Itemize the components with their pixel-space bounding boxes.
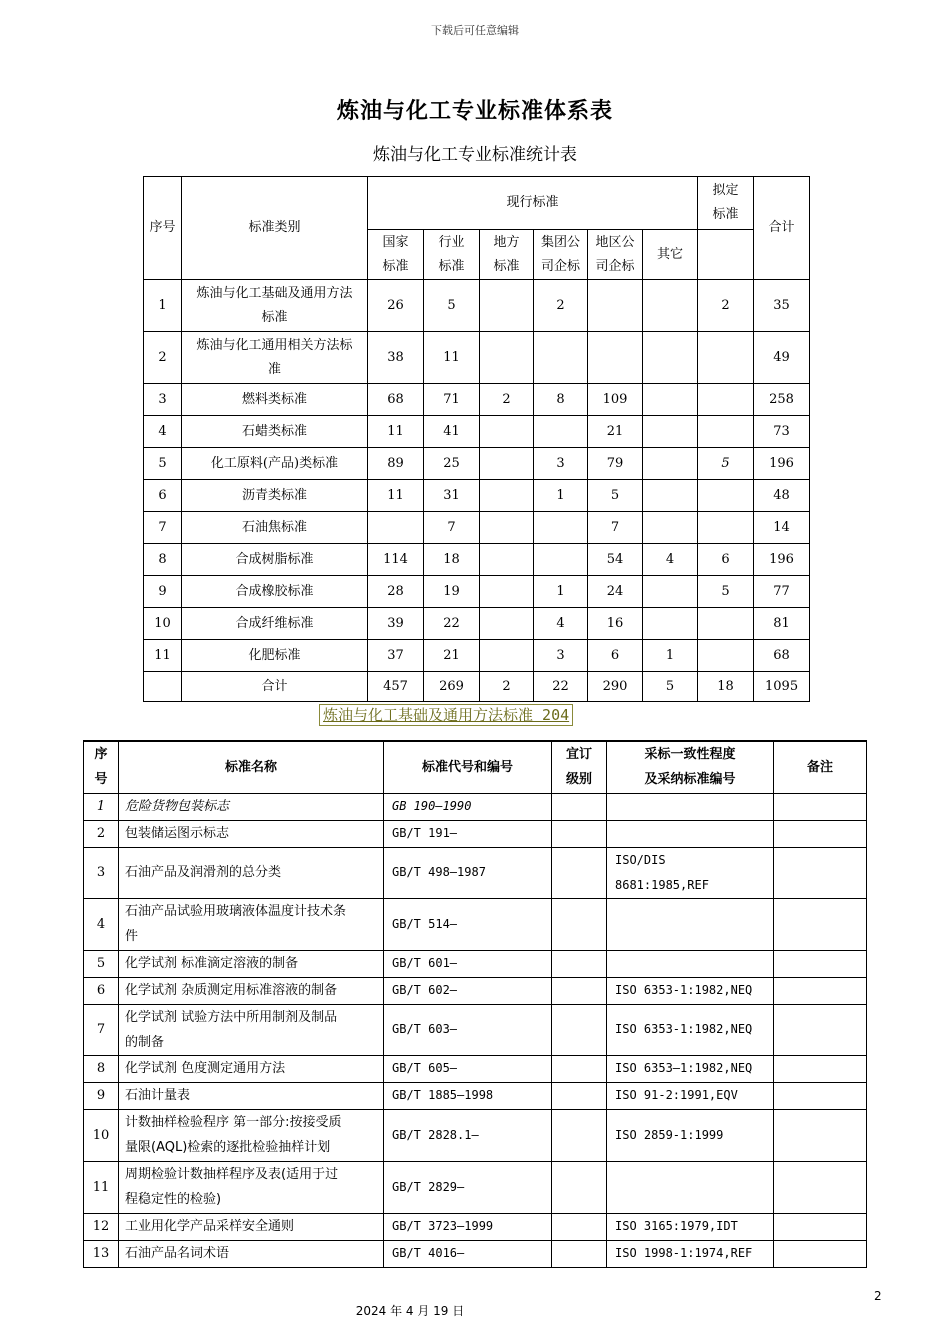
header-national: 国家 标准 [368,230,424,280]
header-category: 标准类别 [182,177,368,280]
table-row: 5 化工原料(产品)类标准 89 25 3 79 5 196 [144,448,810,480]
table-row: 13 石油产品名词术语 GB/T 4016— ISO 1998-1:1974,REF [84,1240,867,1267]
header-note: 下载后可任意编辑 [431,24,519,37]
table-row: 11 化肥标准 37 21 3 6 1 68 [144,640,810,672]
header-local: 地方 标准 [480,230,534,280]
header-proposed: 拟定 标准 [698,177,754,230]
table-row: 9 合成橡胶标准 28 19 1 24 5 77 [144,576,810,608]
header-group-company: 集团公 司企标 [534,230,588,280]
statistics-table [143,176,810,702]
table-row: 1 炼油与化工基础及通用方法 标准 26 5 2 2 35 [144,280,810,332]
header-other: 其它 [643,230,698,280]
table-row: 10 计数抽样检验程序 第一部分:按接受质 量限(AQL)检索的逐批检验抽样计划 GB/T 2828.1— ISO 2859-1:1999 [84,1109,867,1161]
standards-list-table [83,740,867,1268]
header-industry: 行业 标准 [424,230,480,280]
table-row: 6 沥青类标准 11 31 1 5 48 [144,480,810,512]
table-row: 4 石油产品试验用玻璃液体温度计技术条 件 GB/T 514— [84,898,867,950]
header-adoption: 采标一致性程度 及采纳标准编号 [607,741,774,793]
header-level: 宜订 级别 [552,741,607,793]
table-total-row: 合计 457 269 2 22 290 5 18 1095 [144,672,810,702]
table-row: 2 包装储运图示标志 GB/T 191— [84,820,867,847]
table-row: 6 化学试剂 杂质测定用标准溶液的制备 GB/T 602— ISO 6353-1:1982,NEQ [84,977,867,1004]
table-row: 1 危险货物包装标志 GB 190—1990 [84,793,867,820]
header-no: 序号 [144,177,182,280]
header-remark: 备注 [774,741,867,793]
page-number: 2 [874,1289,882,1303]
table-row: 7 化学试剂 试验方法中所用制剂及制品 的制备 GB/T 603— ISO 6353-1:1982,NEQ [84,1004,867,1055]
header-total: 合计 [754,177,810,280]
table-row: 8 合成树脂标准 114 18 54 4 6 196 [144,544,810,576]
table-row: 11 周期检验计数抽样程序及表(适用于过 程稳定性的检验) GB/T 2829— [84,1161,867,1213]
header-code: 标准代号和编号 [384,741,552,793]
table-row: 5 化学试剂 标准滴定溶液的制备 GB/T 601— [84,950,867,977]
header-name: 标准名称 [119,741,384,793]
table-row: 4 石蜡类标准 11 41 21 73 [144,416,810,448]
table-row: 3 燃料类标准 68 71 2 8 109 258 [144,384,810,416]
table-row: 7 石油焦标准 7 7 14 [144,512,810,544]
footer-date: 2024 年 4 月 19 日 [355,1304,465,1318]
table-row: 9 石油计量表 GB/T 1885—1998 ISO 91-2:1991,EQV [84,1082,867,1109]
table-row: 3 石油产品及润滑剂的总分类 GB/T 498—1987 ISO/DIS 8681:1985,REF [84,847,867,898]
header-current-standards: 现行标准 [368,177,698,230]
stat-table-title: 炼油与化工专业标准统计表 [373,145,577,165]
header-no: 序 号 [84,741,119,793]
table-row: 12 工业用化学产品采样安全通则 GB/T 3723—1999 ISO 3165:1979,IDT [84,1213,867,1240]
page-title: 炼油与化工专业标准体系表 [336,99,613,124]
table-row: 8 化学试剂 色度测定通用方法 GB/T 605— ISO 6353—1:1982,NEQ [84,1055,867,1082]
table-row: 10 合成纤维标准 39 22 4 16 81 [144,608,810,640]
section-link-title[interactable]: 炼油与化工基础及通用方法标准 204 [319,704,573,726]
table-row: 2 炼油与化工通用相关方法标 准 38 11 49 [144,332,810,384]
header-proposed-blank [698,230,754,280]
header-region-company: 地区公 司企标 [588,230,643,280]
